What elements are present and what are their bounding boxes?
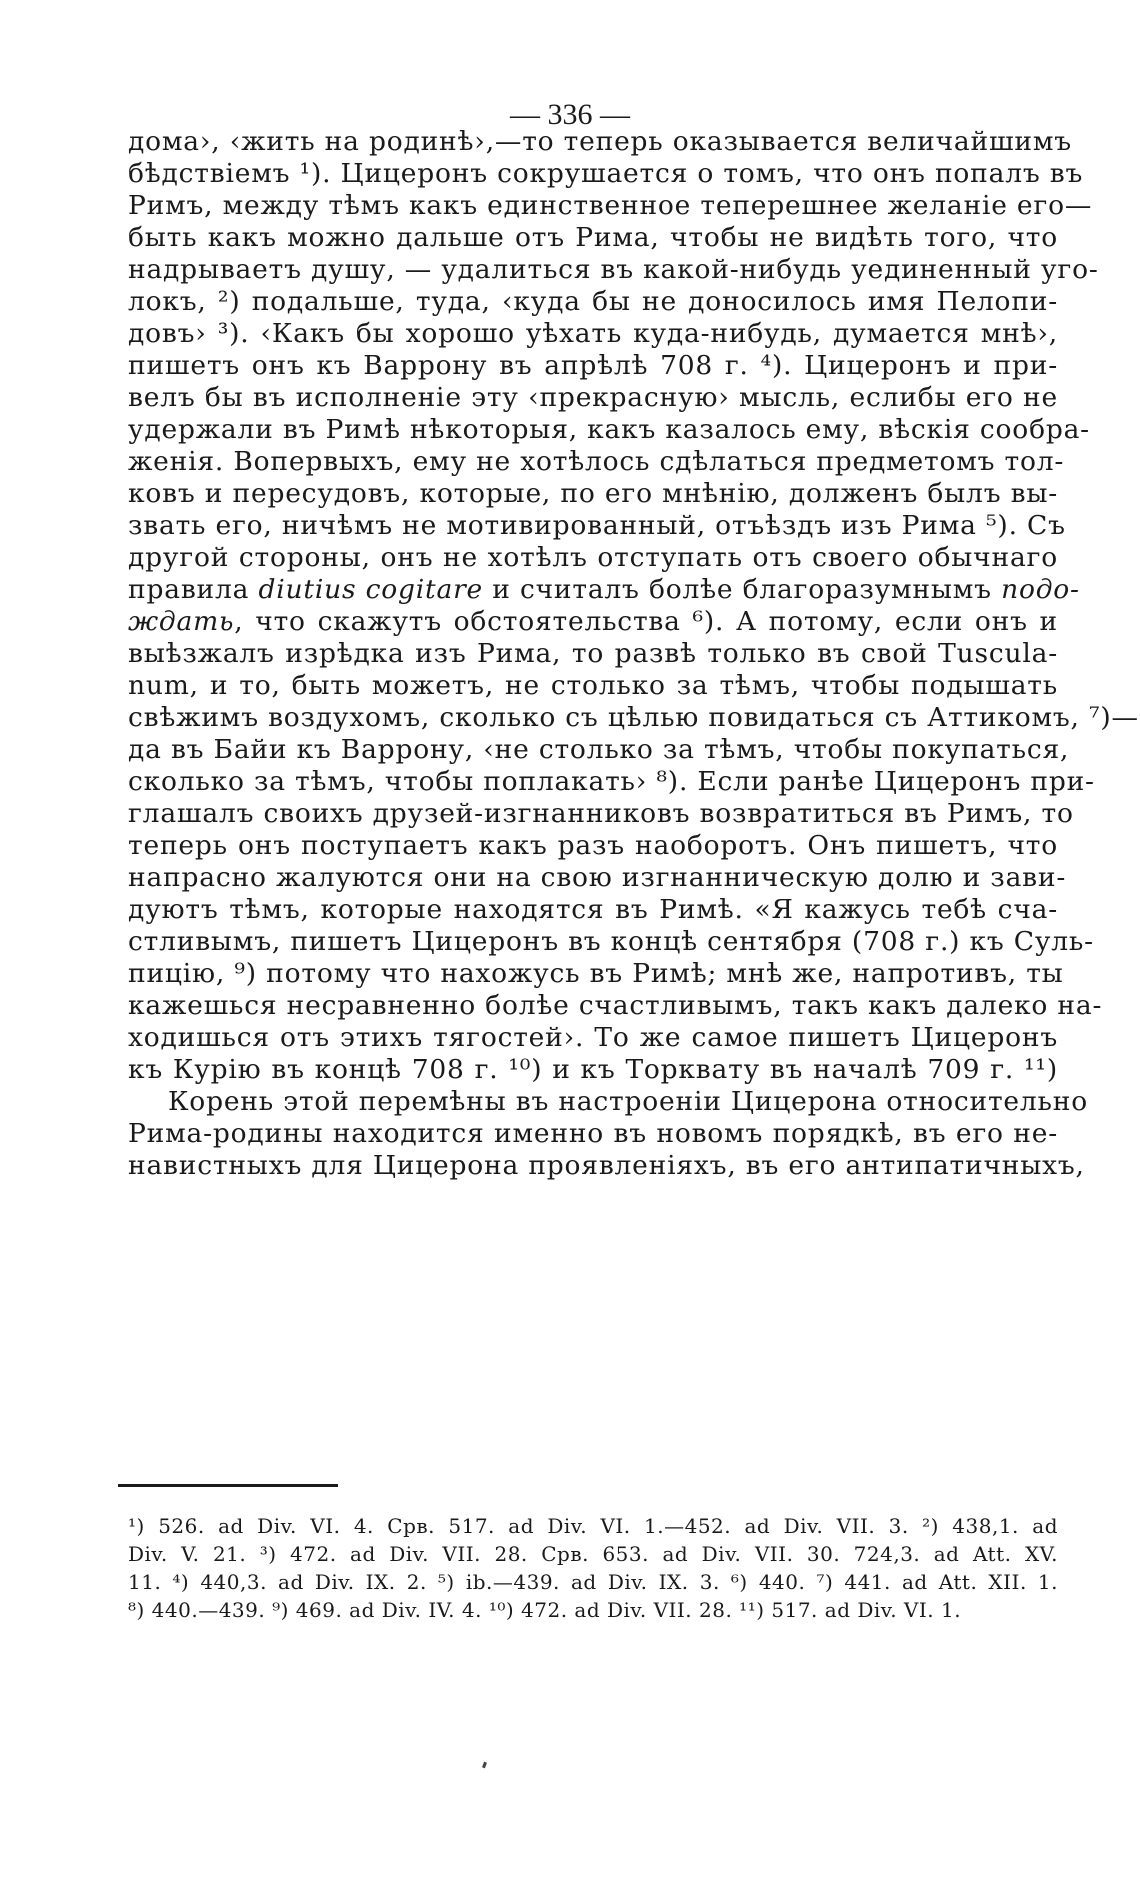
text-line: довъ› ³). ‹Какъ бы хорошо уѣхать куда-нибудь, думается мнѣ›, xyxy=(128,318,1058,349)
text-line: къ Курію въ концѣ 708 г. ¹⁰) и къ Торквату въ началѣ 709 г. ¹¹) xyxy=(128,1054,1058,1085)
text-line: num, и то, быть можетъ, не столько за тѣмъ, чтобы подышать xyxy=(128,670,1058,701)
text-line: выѣзжалъ изрѣдка изъ Рима, то развѣ только въ свой Tuscula- xyxy=(128,638,1058,669)
text-line: свѣжимъ воздухомъ, сколько съ цѣлью повидаться съ Аттикомъ, ⁷)— xyxy=(128,702,1139,733)
text-line: дуютъ тѣмъ, которые находятся въ Римѣ. «Я кажусь тебѣ сча- xyxy=(128,894,1058,925)
footnote-line: ¹) 526. ad Div. VI. 4. Срв. 517. ad Div. VI. 1.—452. ad Div. VII. 3. ²) 438,1. ad xyxy=(128,1514,1058,1538)
text-line: быть какъ можно дальше отъ Рима, чтобы не видѣть того, что xyxy=(128,222,1058,253)
text-line: пишетъ онъ къ Варрону въ апрѣлѣ 708 г. ⁴). Цицеронъ и при- xyxy=(128,350,1058,381)
text-line: глашалъ своихъ друзей-изгнанниковъ возвратиться въ Римъ, то xyxy=(128,798,1074,829)
text-line: надрываетъ душу, — удалиться въ какой-нибудь уединенный уго- xyxy=(128,254,1099,285)
emphasis-word: ждать xyxy=(128,606,235,637)
footnote-line: Div. V. 21. ³) 472. ad Div. VII. 28. Срв. 653. ad Div. VII. 30. 724,3. ad Att. XV. xyxy=(128,1542,1058,1566)
footnote-line: ⁸) 440.—439. ⁹) 469. ad Div. IV. 4. ¹⁰) 472. ad Div. VII. 28. ¹¹) 517. ad Div. VI. 1. xyxy=(128,1598,962,1622)
text-line: звать его, ничѣмъ не мотивированный, отъѣздъ изъ Рима ⁵). Съ xyxy=(128,510,1066,541)
emphasis-word: подо- xyxy=(1001,574,1080,605)
text-line xyxy=(128,572,1080,608)
text-line: Рима-родины находится именно въ новомъ порядкѣ, въ его не- xyxy=(128,1118,1058,1149)
text-line: локъ, ²) подальше, туда, ‹куда бы не доносилось имя Пелопи- xyxy=(128,286,1058,317)
text-line: ходишься отъ этихъ тягостей›. То же самое пишетъ Цицеронъ xyxy=(128,1022,1058,1053)
text-run: правила xyxy=(128,574,259,605)
text-line: сколько за тѣмъ, чтобы поплакать› ⁸). Если ранѣе Цицеронъ при- xyxy=(128,766,1095,797)
paragraph-first-line: Корень этой перемѣны въ настроеніи Цицерона относительно xyxy=(168,1086,1088,1117)
text-line: Римъ, между тѣмъ какъ единственное теперешнее желаніе его— xyxy=(128,190,1093,221)
text-line: напрасно жалуются они на свою изгнанническую долю и зави- xyxy=(128,862,1067,893)
latin-phrase: diutius cogitare xyxy=(258,574,484,605)
footnote-separator xyxy=(118,1484,338,1487)
text-line: навистныхъ для Цицерона проявленіяхъ, въ его антипатичныхъ, xyxy=(128,1150,1085,1181)
text-line: бѣдствіемъ ¹). Цицеронъ сокрушается о томъ, что онъ попалъ въ xyxy=(128,158,1084,189)
text-line: да въ Байи къ Варрону, ‹не столько за тѣмъ, чтобы покупаться, xyxy=(128,734,1070,765)
text-run: и считалъ болѣе благоразумнымъ xyxy=(483,574,1002,605)
text-line: другой стороны, онъ не хотѣлъ отступать отъ своего обычнаго xyxy=(128,542,1058,573)
text-line xyxy=(128,604,1058,640)
text-line: ковъ и пересудовъ, которые, по его мнѣнію, долженъ былъ вы- xyxy=(128,478,1058,509)
text-line: теперь онъ поступаетъ какъ разъ наоборотъ. Онъ пишетъ, что xyxy=(128,830,1058,861)
footnote-line: 11. ⁴) 440,3. ad Div. IX. 2. ⁵) ib.—439. ad Div. IX. 3. ⁶) 440. ⁷) 441. ad Att. XII. 1. xyxy=(128,1570,1058,1594)
text-line: удержали въ Римѣ нѣкоторыя, какъ казалось ему, вѣскія сообра- xyxy=(128,414,1090,445)
print-speck xyxy=(482,1762,487,1769)
text-line: кажешься несравненно болѣе счастливымъ, такъ какъ далеко на- xyxy=(128,990,1103,1021)
text-line: женія. Вопервыхъ, ему не хотѣлось сдѣлаться предметомъ тол- xyxy=(128,446,1065,477)
text-line: пицію, ⁹) потому что нахожусь въ Римѣ; мнѣ же, напротивъ, ты xyxy=(128,958,1064,989)
text-line: дома›, ‹жить на родинѣ›,—то теперь оказывается величайшимъ xyxy=(128,126,1072,157)
text-run: , что скажутъ обстоятельства ⁶). А потому, если онъ и xyxy=(234,606,1058,637)
text-line: стливымъ, пишетъ Цицеронъ въ концѣ сентября (708 г.) къ Суль- xyxy=(128,926,1094,957)
text-line: велъ бы въ исполненіе эту ‹прекрасную› мысль, еслибы его не xyxy=(128,382,1058,413)
page-number: — 336 — xyxy=(510,98,630,131)
